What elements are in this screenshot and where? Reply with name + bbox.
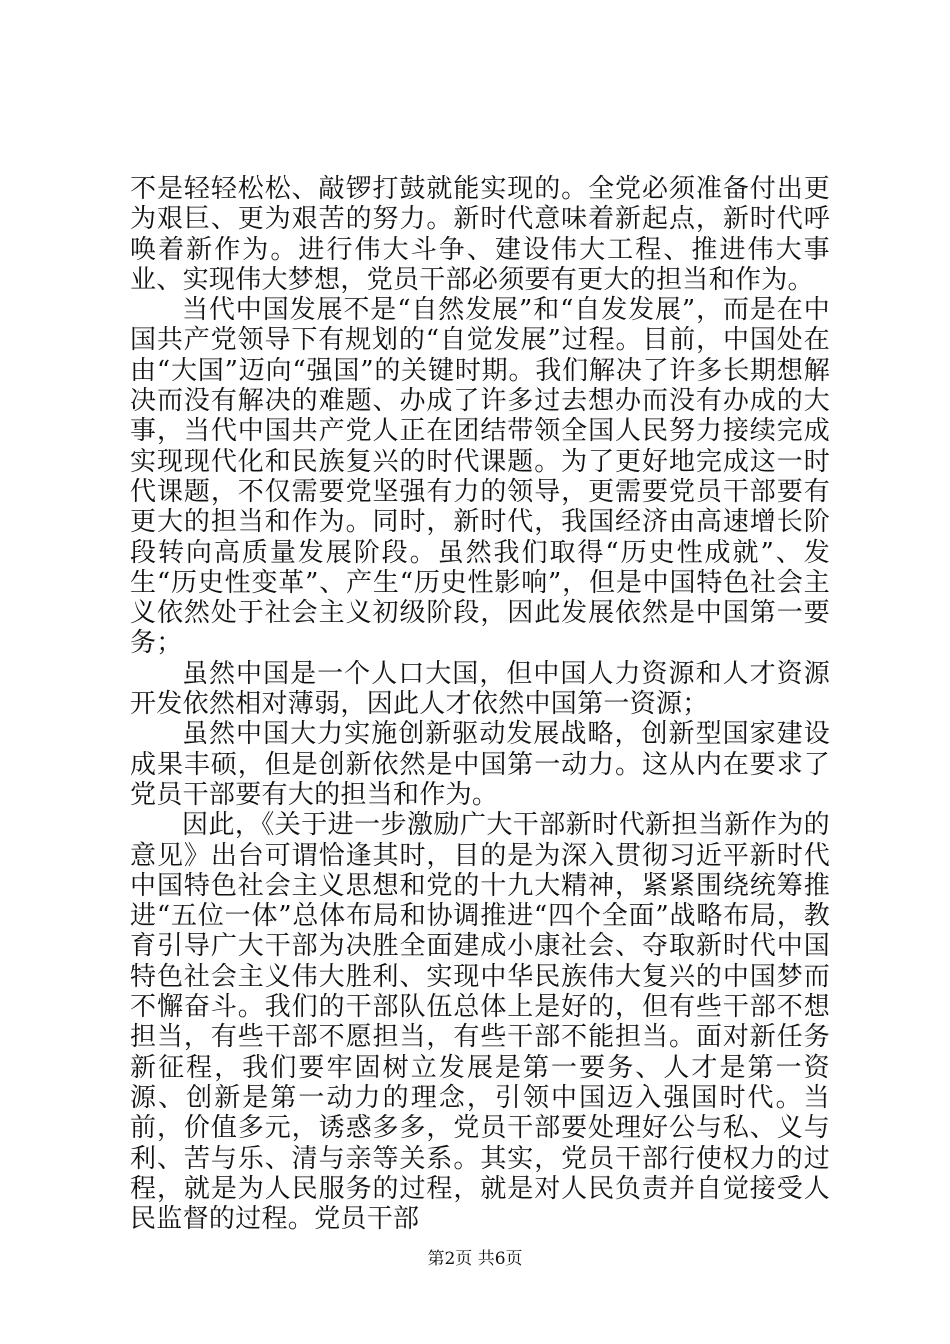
paragraph-1: 不是轻轻松松、敲锣打鼓就能实现的。全党必须准备付出更为艰巨、更为艰苦的努力。新时代意味着新起点，新时代呼唤着新作为。进行伟大斗争、建设伟大工程、推进伟大事业、实现伟大梦想，党员干部必须要有更大的担当和作为。: [130, 174, 830, 295]
page-number-footer: 第2页 共6页: [427, 1249, 523, 1269]
paragraph-4: 虽然中国大力实施创新驱动发展战略，创新型国家建设成果丰硕，但是创新依然是中国第一动力。这从内在要求了党员干部要有大的担当和作为。: [130, 719, 830, 810]
paragraph-2: 当代中国发展不是“自然发展”和“自发发展”，而是在中国共产党领导下有规划的“自觉发展”过程。目前，中国处在由“大国”迈向“强国”的关键时期。我们解决了许多长期想解决而没有解决的难题、办成了许多过去想办而没有办成的大事，当代中国共产党人正在团结带领全国人民努力接续完成实现现代化和民族复兴的时代课题。为了更好地完成这一时代课题，不仅需要党坚强有力的领导，更需要党员干部要有更大的担当和作为。同时，新时代，我国经济由高速增长阶段转向高质量发展阶段。虽然我们取得“历史性成就”、发生“历史性变革”、产生“历史性影响”，但是中国特色社会主义依然处于社会主义初级阶段，因此发展依然是中国第一要务；: [130, 295, 830, 659]
document-body: [130, 174, 830, 1234]
paragraph-5: 因此，《关于进一步激励广大干部新时代新担当新作为的意见》出台可谓恰逢其时，目的是为深入贯彻习近平新时代中国特色社会主义思想和党的十九大精神，紧紧围绕统筹推进“五位一体”总体布局和协调推进“四个全面”战略布局，教育引导广大干部为决胜全面建成小康社会、夺取新时代中国特色社会主义伟大胜利、实现中华民族伟大复兴的中国梦而不懈奋斗。我们的干部队伍总体上是好的，但有些干部不想担当，有些干部不愿担当，有些干部不能担当。面对新任务新征程，我们要牢固树立发展是第一要务、人才是第一资源、创新是第一动力的理念，引领中国迈入强国时代。当前，价值多元，诱惑多多，党员干部要处理好公与私、义与利、苦与乐、清与亲等关系。其实，党员干部行使权力的过程，就是为人民服务的过程，就是对人民负责并自觉接受人民监督的过程。党员干部: [130, 810, 830, 1235]
paragraph-3: 虽然中国是一个人口大国，但中国人力资源和人才资源开发依然相对薄弱，因此人才依然中国第一资源；: [130, 658, 830, 720]
